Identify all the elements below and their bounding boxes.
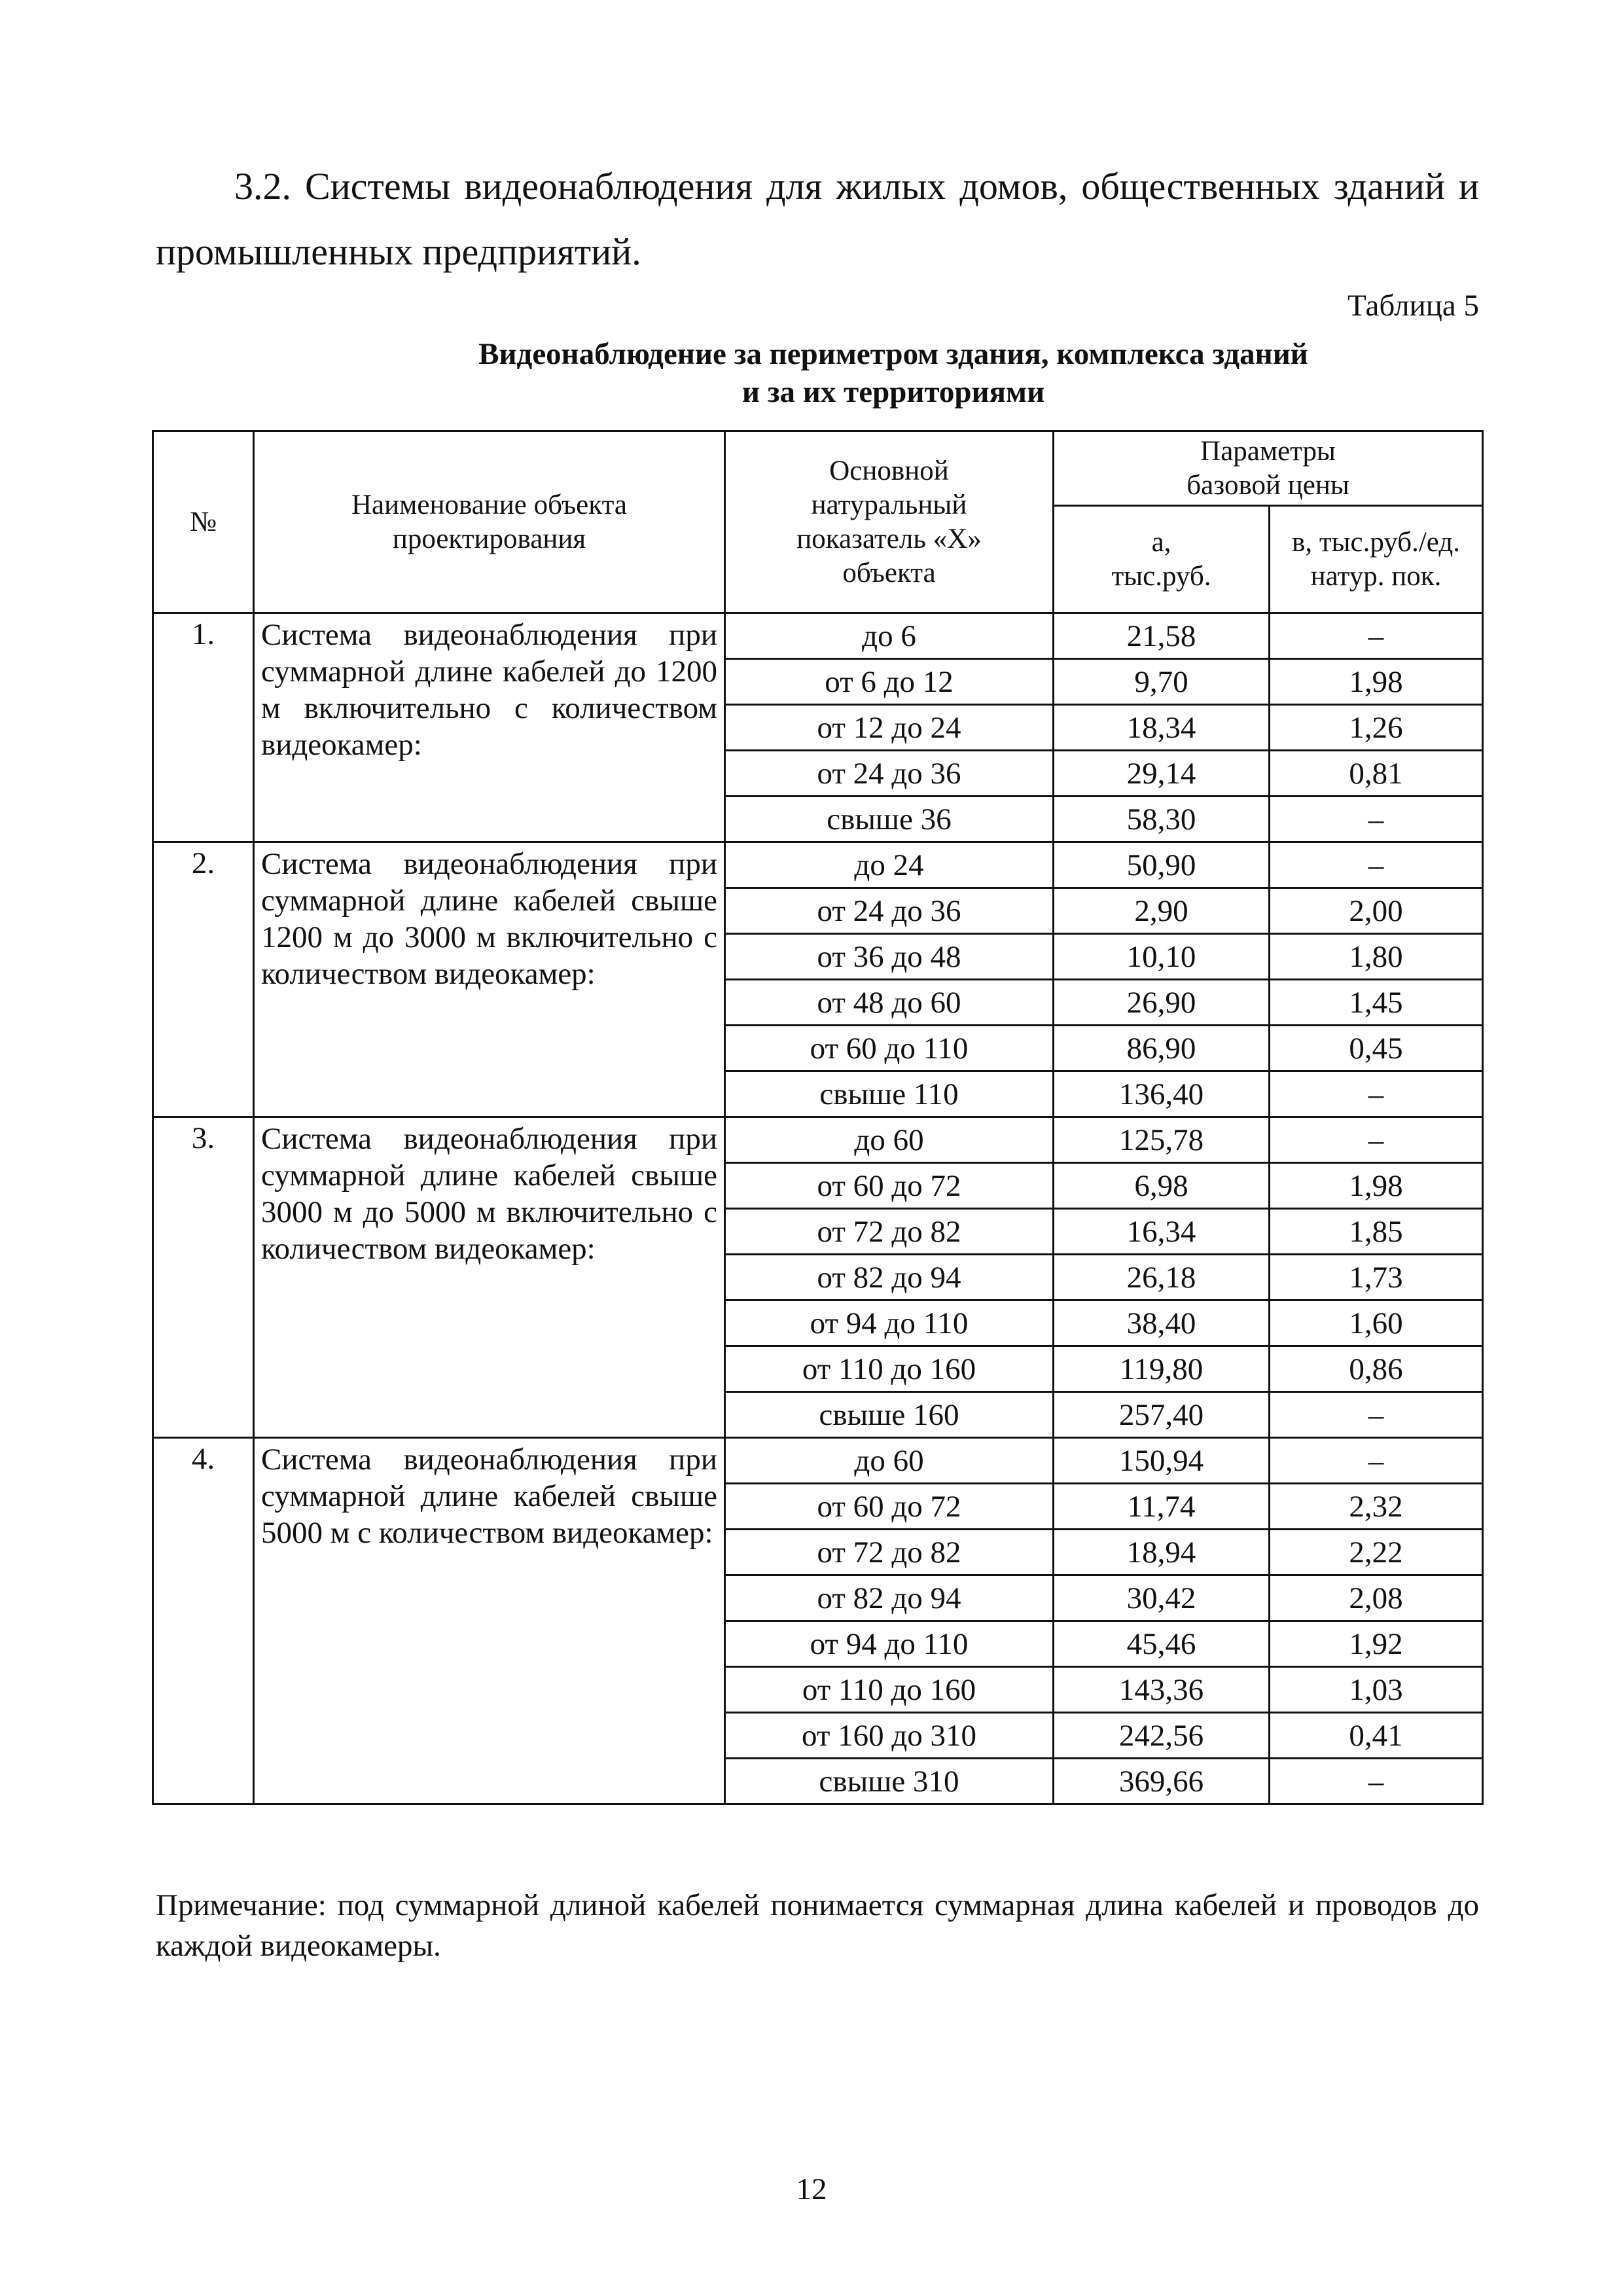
- price-a-cell: 50,90: [1054, 842, 1270, 888]
- row-number: 1.: [153, 613, 254, 842]
- indicator-cell: от 48 до 60: [725, 980, 1054, 1026]
- indicator-cell: до 24: [725, 842, 1054, 888]
- indicator-cell: от 94 до 110: [725, 1621, 1054, 1667]
- price-a-cell: 119,80: [1054, 1346, 1270, 1392]
- price-b-cell: 2,32: [1270, 1484, 1483, 1530]
- price-a-cell: 18,34: [1054, 705, 1270, 751]
- indicator-cell: от 160 до 310: [725, 1713, 1054, 1759]
- price-a-cell: 21,58: [1054, 613, 1270, 659]
- indicator-cell: от 36 до 48: [725, 934, 1054, 980]
- object-name: Система видеонаблюдения при суммарной длине кабелей до 1200 м включительно с количеством видеокамер:: [254, 613, 725, 842]
- price-a-cell: 6,98: [1054, 1163, 1270, 1209]
- indicator-cell: от 82 до 94: [725, 1575, 1054, 1621]
- price-b-cell: –: [1270, 842, 1483, 888]
- price-a-cell: 30,42: [1054, 1575, 1270, 1621]
- col-header-b: в, тыс.руб./ед. натур. пок.: [1270, 506, 1483, 613]
- object-name: Система видеонаблюдения при суммарной длине кабелей свыше 3000 м до 5000 м включительно с количеством видеокамер:: [254, 1117, 725, 1438]
- indicator-cell: свыше 36: [725, 797, 1054, 842]
- indicator-cell: от 60 до 110: [725, 1026, 1054, 1071]
- price-b-cell: 0,45: [1270, 1026, 1483, 1071]
- price-a-cell: 86,90: [1054, 1026, 1270, 1071]
- price-b-cell: 0,81: [1270, 751, 1483, 797]
- price-b-cell: –: [1270, 1071, 1483, 1117]
- price-b-cell: –: [1270, 1392, 1483, 1438]
- indicator-cell: от 12 до 24: [725, 705, 1054, 751]
- indicator-cell: от 110 до 160: [725, 1346, 1054, 1392]
- price-a-cell: 125,78: [1054, 1117, 1270, 1163]
- section-heading: 3.2. Системы видеонаблюдения для жилых домов, общественных зданий и промышленных предприятий.: [156, 165, 1479, 273]
- indicator-cell: от 94 до 110: [725, 1300, 1054, 1346]
- price-a-cell: 29,14: [1054, 751, 1270, 797]
- price-b-cell: –: [1270, 613, 1483, 659]
- indicator-cell: свыше 160: [725, 1392, 1054, 1438]
- table-row: [153, 1438, 1483, 1484]
- table-note: Примечание: под суммарной длиной кабелей понимается суммарная длина кабелей и проводов до каждой видеокамеры.: [156, 1888, 1479, 1963]
- row-number: 3.: [153, 1117, 254, 1438]
- table-body: [153, 613, 1483, 1804]
- price-b-cell: 1,92: [1270, 1621, 1483, 1667]
- table-title: [0, 335, 1623, 411]
- table-title-line-2: и за их территориями: [741, 375, 1045, 409]
- price-a-cell: 38,40: [1054, 1300, 1270, 1346]
- price-b-cell: –: [1270, 1117, 1483, 1163]
- price-b-cell: 0,41: [1270, 1713, 1483, 1759]
- price-a-cell: 369,66: [1054, 1759, 1270, 1804]
- indicator-cell: до 6: [725, 613, 1054, 659]
- indicator-cell: от 24 до 36: [725, 888, 1054, 934]
- indicator-cell: от 110 до 160: [725, 1667, 1054, 1713]
- table-title-line-1: Видеонаблюдение за периметром здания, комплекса зданий: [478, 337, 1308, 371]
- indicator-cell: до 60: [725, 1117, 1054, 1163]
- price-a-cell: 257,40: [1054, 1392, 1270, 1438]
- page-number: 12: [796, 2172, 827, 2206]
- price-a-cell: 45,46: [1054, 1621, 1270, 1667]
- price-b-cell: 1,26: [1270, 705, 1483, 751]
- indicator-cell: до 60: [725, 1438, 1054, 1484]
- col-header-no: №: [153, 431, 254, 613]
- price-b-cell: 0,86: [1270, 1346, 1483, 1392]
- price-b-cell: 2,08: [1270, 1575, 1483, 1621]
- price-b-cell: 1,03: [1270, 1667, 1483, 1713]
- price-a-cell: 2,90: [1054, 888, 1270, 934]
- indicator-cell: от 60 до 72: [725, 1163, 1054, 1209]
- table-header: [153, 431, 1483, 613]
- table-row: [153, 842, 1483, 888]
- price-a-cell: 136,40: [1054, 1071, 1270, 1117]
- col-header-params: Параметры базовой цены: [1054, 431, 1483, 506]
- price-b-cell: –: [1270, 797, 1483, 842]
- price-a-cell: 16,34: [1054, 1209, 1270, 1255]
- indicator-cell: от 72 до 82: [725, 1530, 1054, 1575]
- price-a-cell: 10,10: [1054, 934, 1270, 980]
- price-b-cell: –: [1270, 1759, 1483, 1804]
- indicator-cell: свыше 110: [725, 1071, 1054, 1117]
- price-b-cell: 1,98: [1270, 659, 1483, 705]
- price-b-cell: 2,22: [1270, 1530, 1483, 1575]
- price-a-cell: 242,56: [1054, 1713, 1270, 1759]
- price-a-cell: 26,90: [1054, 980, 1270, 1026]
- price-a-cell: 18,94: [1054, 1530, 1270, 1575]
- price-a-cell: 9,70: [1054, 659, 1270, 705]
- price-a-cell: 26,18: [1054, 1255, 1270, 1300]
- price-b-cell: 1,80: [1270, 934, 1483, 980]
- table-row: [153, 1117, 1483, 1163]
- indicator-cell: от 60 до 72: [725, 1484, 1054, 1530]
- price-b-cell: 1,60: [1270, 1300, 1483, 1346]
- price-b-cell: –: [1270, 1438, 1483, 1484]
- price-a-cell: 11,74: [1054, 1484, 1270, 1530]
- row-number: 2.: [153, 842, 254, 1117]
- table-label: Таблица 5: [1347, 289, 1479, 323]
- price-a-cell: 143,36: [1054, 1667, 1270, 1713]
- price-b-cell: 1,73: [1270, 1255, 1483, 1300]
- indicator-cell: от 24 до 36: [725, 751, 1054, 797]
- object-name: Система видеонаблюдения при суммарной длине кабелей свыше 5000 м с количеством видеокамер:: [254, 1438, 725, 1804]
- indicator-cell: от 72 до 82: [725, 1209, 1054, 1255]
- price-b-cell: 1,85: [1270, 1209, 1483, 1255]
- indicator-cell: свыше 310: [725, 1759, 1054, 1804]
- table-row: [153, 613, 1483, 659]
- price-a-cell: 150,94: [1054, 1438, 1270, 1484]
- indicator-cell: от 82 до 94: [725, 1255, 1054, 1300]
- price-b-cell: 2,00: [1270, 888, 1483, 934]
- indicator-cell: от 6 до 12: [725, 659, 1054, 705]
- col-header-a: а, тыс.руб.: [1054, 506, 1270, 613]
- col-header-name: Наименование объекта проектирования: [254, 431, 725, 613]
- price-b-cell: 1,98: [1270, 1163, 1483, 1209]
- price-a-cell: 58,30: [1054, 797, 1270, 842]
- row-number: 4.: [153, 1438, 254, 1804]
- price-table: [152, 430, 1484, 1805]
- price-b-cell: 1,45: [1270, 980, 1483, 1026]
- object-name: Система видеонаблюдения при суммарной длине кабелей свыше 1200 м до 3000 м включительно с количеством видеокамер:: [254, 842, 725, 1117]
- col-header-indicator: Основной натуральный показатель «Х» объекта: [725, 431, 1054, 613]
